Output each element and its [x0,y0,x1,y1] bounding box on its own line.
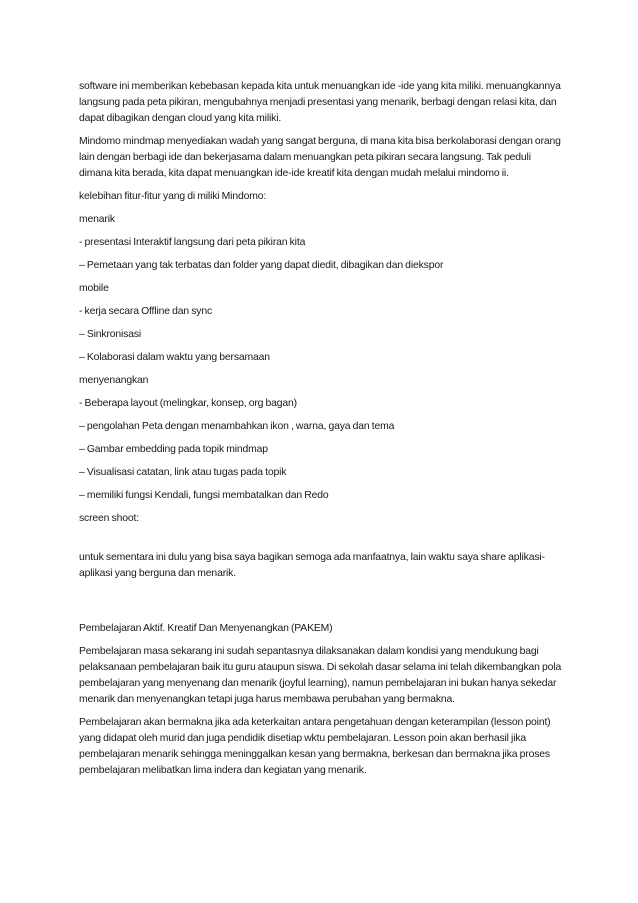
category-menarik: menarik [79,214,115,225]
category-menyenangkan: menyenangkan [79,375,149,386]
blank-space [79,589,565,621]
paragraph-mindomo-description: Mindomo mindmap menyediakan wadah yang sangat berguna, di mana kita bisa berkolaborasi dengan orang lain dengan berbagi ide dan bekerjasama dalam menuangkan peta pikiran secara langsung. Tak peduli dimana kita berada, kita dapat menuangkan ide-ide kreatif kita dengan mudah melalui mindomo ii. [79,136,561,179]
paragraph-closing: untuk sementara ini dulu yang bisa saya bagikan semoga ada manfaatnya, lain waktu saya share aplikasi-aplikasi yang berguna dan menarik. [79,552,545,579]
list-item: - presentasi Interaktif langsung dari peta pikiran kita [79,237,306,248]
paragraph-pakem-body-2: Pembelajaran akan bermakna jika ada keterkaitan antara pengetahuan dengan keterampilan (lesson point) yang didapat oleh murid dan juga pendidik disetiap wktu pembelajaran. Lesson poin akan berhasil jika pembelajaran menarik sehingga meninggalkan kesan yang bermakna, berkesan dan bermakna jika proses pembelajaran melibatkan lima indera dan kegiatan yang menarik. [79,717,551,776]
screenshot-label: screen shoot: [79,513,139,524]
category-mobile: mobile [79,283,109,294]
list-item: – Sinkronisasi [79,329,142,340]
list-item: – Visualisasi catatan, link atau tugas pada topik [79,467,287,478]
list-item: – memiliki fungsi Kendali, fungsi membatalkan dan Redo [79,490,329,501]
paragraph-pakem-body-1: Pembelajaran masa sekarang ini sudah sepantasnya dilaksanakan dalam kondisi yang mendukung bagi pelaksanaan pembelajaran baik itu guru ataupun siswa. Di sekolah dasar selama ini telah dikembangkan pola pembelajaran yang menyenang dan menarik (joyful learning), namun pembelajaran ini bukan hanya sekedar menarik dan menyenangkan tetapi juga harus membawa perubahan yang bermakna. [79,646,562,705]
list-item: – Kolaborasi dalam waktu yang bersamaan [79,352,270,363]
list-item: – Pemetaan yang tak terbatas dan folder yang dapat diedit, dibagikan dan diekspor [79,260,444,271]
paragraph-pakem-title: Pembelajaran Aktif. Kreatif Dan Menyenangkan (PAKEM) [79,623,333,634]
document-body [79,79,565,786]
paragraph-intro: software ini memberikan kebebasan kepada kita untuk menuangkan ide -ide yang kita miliki. menuangkannya langsung pada peta pikiran, mengubahnya menjadi presentasi yang menarik, berbagi dengan relasi kita, dan dapat dibagikan dengan cloud yang kita miliki. [79,81,561,124]
list-item: – pengolahan Peta dengan menambahkan ikon , warna, gaya dan tema [79,421,395,432]
list-item: - kerja secara Offline dan sync [79,306,212,317]
list-item: - Beberapa layout (melingkar, konsep, org bagan) [79,398,297,409]
list-item: – Gambar embedding pada topik mindmap [79,444,268,455]
paragraph-features-heading: kelebihan fitur-fitur yang di miliki Mindomo: [79,191,267,202]
blank-space [79,534,565,550]
